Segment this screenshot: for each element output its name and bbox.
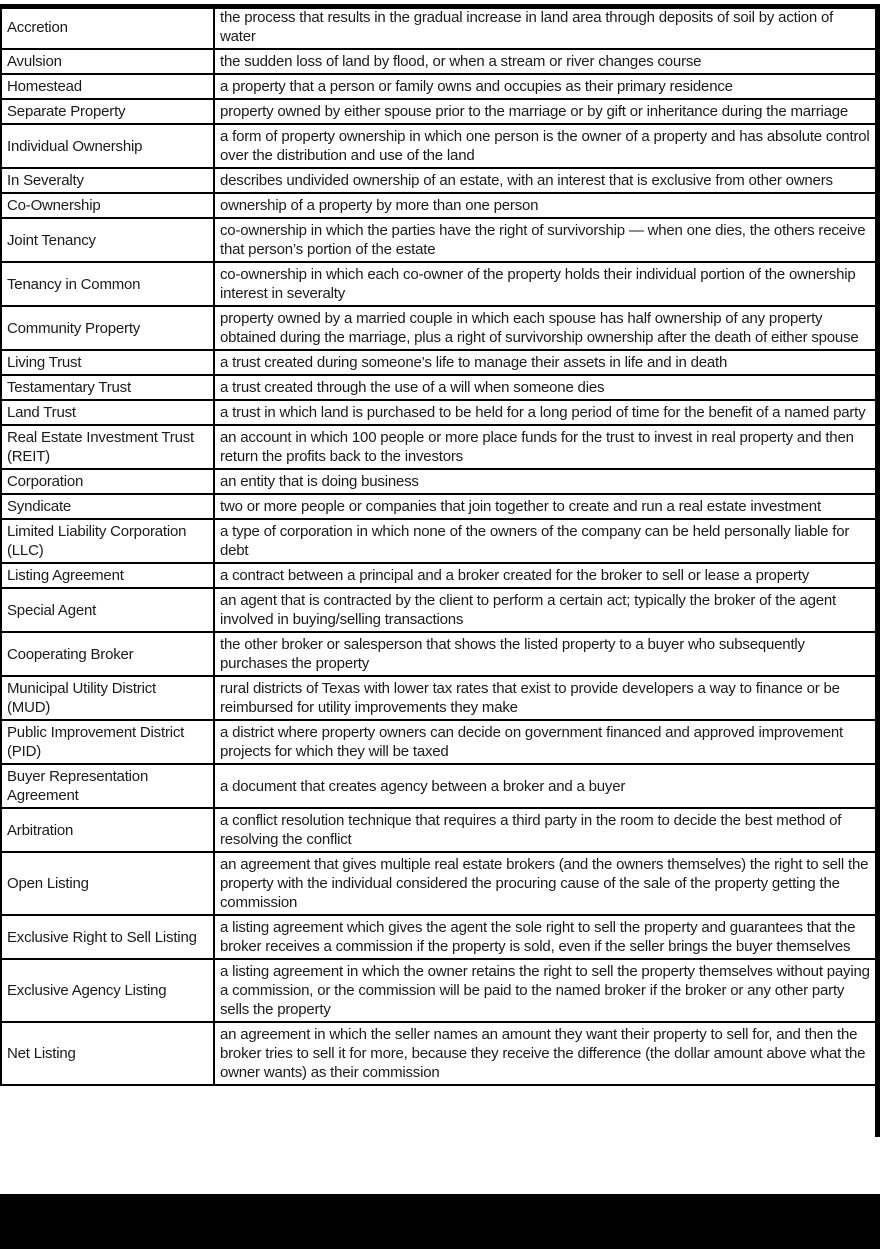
term-cell: Co-Ownership [1,193,214,218]
term-cell: In Severalty [1,168,214,193]
table-row [1,350,877,375]
term-cell: Tenancy in Common [1,262,214,306]
table-row [1,168,877,193]
definition-cell: a trust in which land is purchased to be held for a long period of time for the benefit of a named party [214,400,877,425]
definition-cell: a trust created during someone’s life to manage their assets in life and in death [214,350,877,375]
term-cell: Special Agent [1,588,214,632]
definition-cell: a listing agreement in which the owner retains the right to sell the property themselves without paying a commission, or the commission will be paid to the named broker if the broker or any other party sells the property [214,959,877,1022]
table-row [1,494,877,519]
term-cell: Testamentary Trust [1,375,214,400]
table-row [1,425,877,469]
term-cell: Open Listing [1,852,214,915]
term-cell: Individual Ownership [1,124,214,168]
page-edge-top-strip [0,4,880,9]
table-row [1,375,877,400]
definition-cell: a district where property owners can decide on government financed and approved improvement projects for which they will be taxed [214,720,877,764]
table-row [1,400,877,425]
table-row [1,262,877,306]
table-row [1,124,877,168]
glossary-table [0,4,878,1086]
term-cell: Listing Agreement [1,563,214,588]
term-cell: Land Trust [1,400,214,425]
glossary-table-body [1,5,877,1085]
definition-cell: a conflict resolution technique that requires a third party in the room to decide the best method of resolving the conflict [214,808,877,852]
term-cell: Separate Property [1,99,214,124]
table-row [1,99,877,124]
definition-cell: an entity that is doing business [214,469,877,494]
definition-cell: a property that a person or family owns and occupies as their primary residence [214,74,877,99]
table-row [1,764,877,808]
definition-cell: the other broker or salesperson that shows the listed property to a buyer who subsequently purchases the property [214,632,877,676]
definition-cell: property owned by a married couple in which each spouse has half ownership of any property obtained during the marriage, plus a right of survivorship ownership after the death of either spouse [214,306,877,350]
term-cell: Exclusive Right to Sell Listing [1,915,214,959]
table-row [1,193,877,218]
term-cell: Arbitration [1,808,214,852]
table-row [1,588,877,632]
definition-cell: an agreement in which the seller names an amount they want their property to sell for, and then the broker tries to sell it for more, because they receive the difference (the dollar amount above what the owner wants) as their commission [214,1022,877,1085]
term-cell: Syndicate [1,494,214,519]
term-cell: Exclusive Agency Listing [1,959,214,1022]
page-edge-right-strip [875,4,880,1137]
definition-cell: an account in which 100 people or more place funds for the trust to invest in real property and then return the profits back to the investors [214,425,877,469]
table-row [1,469,877,494]
term-cell: Real Estate Investment Trust (REIT) [1,425,214,469]
term-cell: Municipal Utility District (MUD) [1,676,214,720]
table-row [1,218,877,262]
table-row [1,5,877,49]
table-row [1,49,877,74]
term-cell: Accretion [1,5,214,49]
page-bottom-bar [0,1194,880,1249]
term-cell: Cooperating Broker [1,632,214,676]
table-row [1,306,877,350]
definition-cell: property owned by either spouse prior to the marriage or by gift or inheritance during the marriage [214,99,877,124]
table-row [1,1022,877,1085]
term-cell: Avulsion [1,49,214,74]
definition-cell: a form of property ownership in which one person is the owner of a property and has absolute control over the distribution and use of the land [214,124,877,168]
definition-cell: a contract between a principal and a broker created for the broker to sell or lease a property [214,563,877,588]
term-cell: Corporation [1,469,214,494]
definition-cell: a type of corporation in which none of the owners of the company can be held personally liable for debt [214,519,877,563]
term-cell: Limited Liability Corporation (LLC) [1,519,214,563]
definition-cell: the sudden loss of land by flood, or when a stream or river changes course [214,49,877,74]
definition-cell: rural districts of Texas with lower tax rates that exist to provide developers a way to finance or be reimbursed for utility improvements they make [214,676,877,720]
definition-cell: an agent that is contracted by the client to perform a certain act; typically the broker of the agent involved in buying/selling transactions [214,588,877,632]
table-row [1,676,877,720]
table-row [1,808,877,852]
term-cell: Net Listing [1,1022,214,1085]
table-row [1,720,877,764]
definition-cell: co-ownership in which the parties have the right of survivorship — when one dies, the others receive that person’s portion of the estate [214,218,877,262]
table-row [1,74,877,99]
definition-cell: two or more people or companies that join together to create and run a real estate investment [214,494,877,519]
table-row [1,915,877,959]
table-row [1,563,877,588]
definition-cell: co-ownership in which each co-owner of the property holds their individual portion of the ownership interest in severalty [214,262,877,306]
term-cell: Community Property [1,306,214,350]
definition-cell: a document that creates agency between a broker and a buyer [214,764,877,808]
definition-cell: ownership of a property by more than one person [214,193,877,218]
term-cell: Living Trust [1,350,214,375]
term-cell: Homestead [1,74,214,99]
definition-cell: the process that results in the gradual increase in land area through deposits of soil by action of water [214,5,877,49]
term-cell: Buyer Representation Agreement [1,764,214,808]
definition-cell: an agreement that gives multiple real estate brokers (and the owners themselves) the right to sell the property with the individual considered the procuring cause of the sale of the property getting the commission [214,852,877,915]
table-row [1,852,877,915]
definition-cell: a trust created through the use of a will when someone dies [214,375,877,400]
term-cell: Public Improvement District (PID) [1,720,214,764]
term-cell: Joint Tenancy [1,218,214,262]
definition-cell: a listing agreement which gives the agent the sole right to sell the property and guarantees that the broker receives a commission if the property is sold, even if the seller brings the buyer themselves [214,915,877,959]
table-row [1,632,877,676]
table-row [1,519,877,563]
table-row [1,959,877,1022]
definition-cell: describes undivided ownership of an estate, with an interest that is exclusive from other owners [214,168,877,193]
